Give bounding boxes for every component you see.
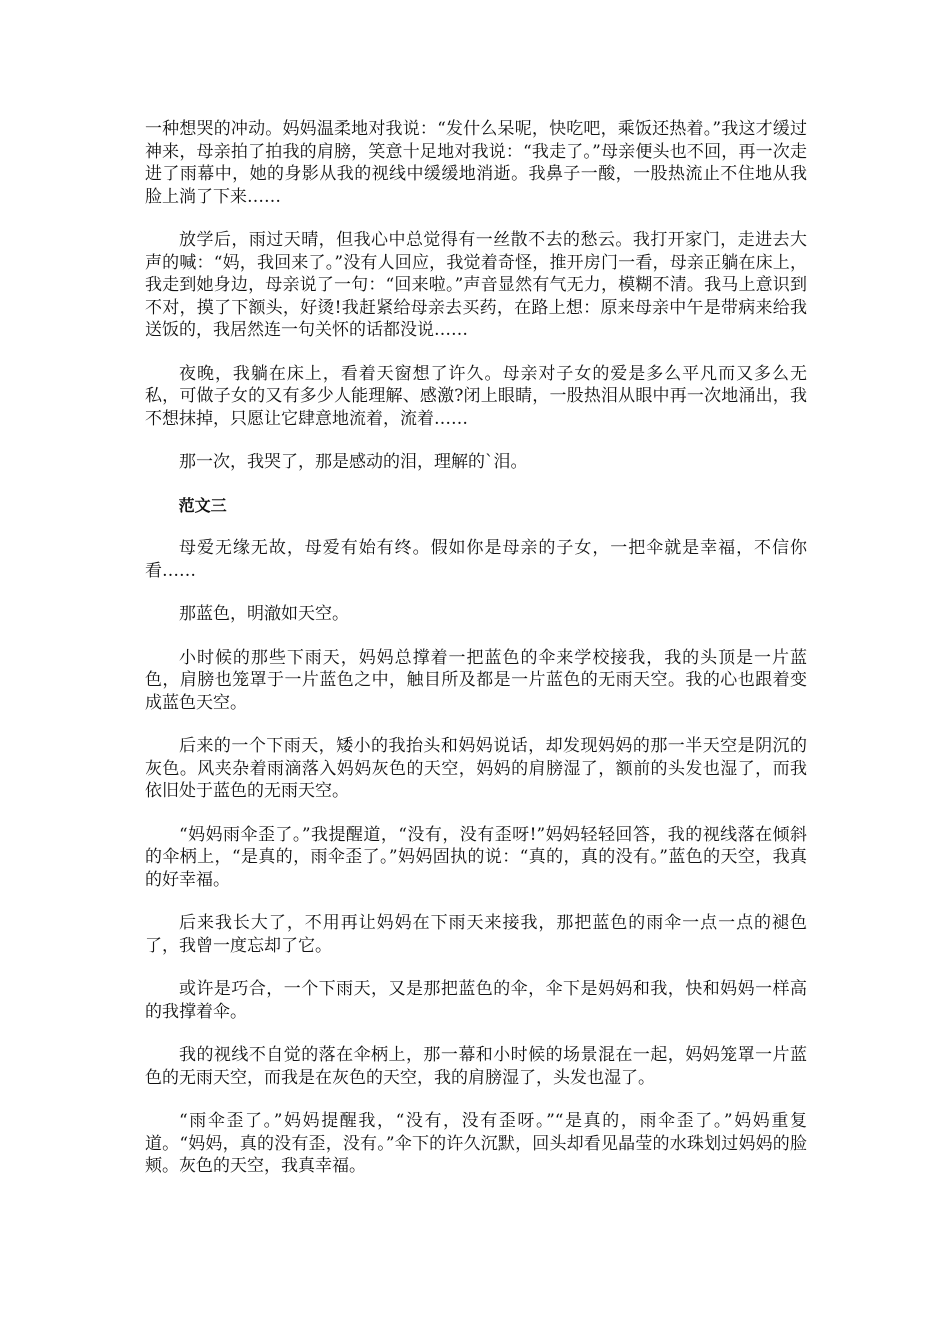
paragraph-1: 一种想哭的冲动。妈妈温柔地对我说：“发什么呆呢，快吃吧，乘饭还热着。”我这才缓过神来，母亲拍了拍我的肩膀，笑意十足地对我说：“我走了。”母亲便头也不回，再一次走进了雨幕中，她的身影从我的视线中缓缓地消逝。我鼻子一酸，一股热流止不住地从我脸上淌了下来…… bbox=[145, 119, 807, 207]
document-body bbox=[145, 118, 807, 1199]
paragraph-13: “雨伞歪了。”妈妈提醒我，“没有，没有歪呀。”“是真的，雨伞歪了。”妈妈重复道。“妈妈，真的没有歪，没有。”伞下的许久沉默，回头却看见晶莹的水珠划过妈妈的脸颊。灰色的天空，我真幸福。 bbox=[145, 1111, 807, 1176]
paragraph-3: 夜晚，我躺在床上，看着天窗想了许久。母亲对子女的爱是多么平凡而又多么无私，可做子女的又有多少人能理解、感激?闭上眼睛，一股热泪从眼中再一次地涌出，我不想抹掉，只愿让它肆意地流着，流着…… bbox=[145, 363, 807, 429]
paragraph-10: 后来我长大了，不用再让妈妈在下雨天来接我，那把蓝色的雨伞一点一点的褪色了，我曾一度忘却了它。 bbox=[145, 913, 807, 956]
paragraph-11: 或许是巧合，一个下雨天，又是那把蓝色的伞，伞下是妈妈和我，快和妈妈一样高的我撑着伞。 bbox=[145, 979, 807, 1022]
section-heading: 范文三 bbox=[178, 495, 227, 515]
paragraph-5: 母爱无缘无故，母爱有始有终。假如你是母亲的子女，一把伞就是幸福，不信你看…… bbox=[145, 538, 807, 581]
paragraph-6: 那蓝色，明澈如天空。 bbox=[179, 604, 349, 624]
paragraph-9: “妈妈雨伞歪了。”我提醒道，“没有，没有歪呀!”妈妈轻轻回答，我的视线落在倾斜的伞柄上，“是真的，雨伞歪了。”妈妈固执的说：“真的，真的没有。”蓝色的天空，我真的好幸福。 bbox=[145, 824, 807, 890]
paragraph-2: 放学后，雨过天晴，但我心中总觉得有一丝散不去的愁云。我打开家门，走进去大声的喊：“妈，我回来了。”没有人回应，我觉着奇怪，推开房门一看，母亲正躺在床上，我走到她身边，母亲说了一句：“回来啦。”声音显然有气无力，模糊不清。我马上意识到不对，摸了下额头，好烫!我赶紧给母亲去买药，在路上想：原来母亲中午是带病来给我送饭的，我居然连一句关怀的话都没说…… bbox=[145, 230, 807, 340]
paragraph-7: 小时候的那些下雨天，妈妈总撑着一把蓝色的伞来学校接我，我的头顶是一片蓝色，肩膀也笼罩于一片蓝色之中，触目所及都是一片蓝色的无雨天空。我的心也跟着变成蓝色天空。 bbox=[145, 647, 807, 713]
paragraph-8: 后来的一个下雨天，矮小的我抬头和妈妈说话，却发现妈妈的那一半天空是阴沉的灰色。风夹杂着雨滴落入妈妈灰色的天空，妈妈的肩膀湿了，额前的头发也湿了，而我依旧处于蓝色的无雨天空。 bbox=[145, 736, 807, 801]
paragraph-4: 那一次，我哭了，那是感动的泪，理解的`泪。 bbox=[179, 452, 528, 472]
paragraph-12: 我的视线不自觉的落在伞柄上，那一幕和小时候的场景混在一起，妈妈笼罩一片蓝色的无雨天空，而我是在灰色的天空，我的肩膀湿了，头发也湿了。 bbox=[145, 1045, 807, 1088]
